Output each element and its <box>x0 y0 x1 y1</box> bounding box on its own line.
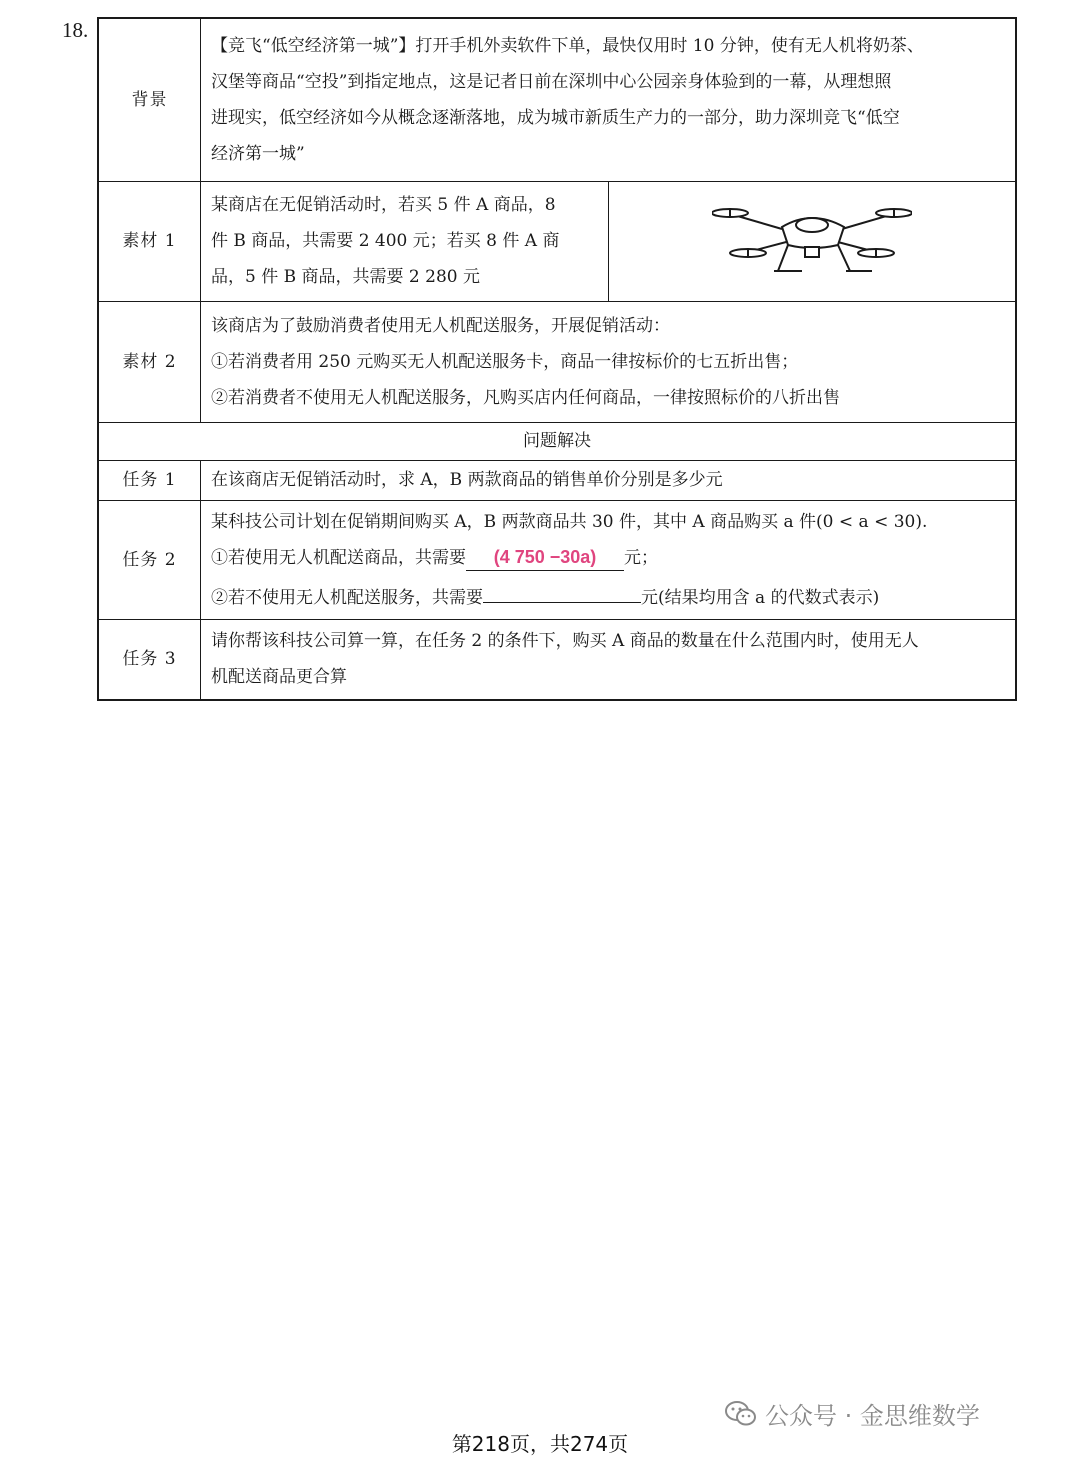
text-fragment: ①若使用无人机配送商品，共需要 <box>211 547 466 568</box>
text-line: 进现实，低空经济如今从概念逐渐落地，成为城市新质生产力的一部分，助力深圳竞飞“低空 <box>211 107 900 128</box>
text-line: 汉堡等商品“空投”到指定地点，这是记者日前在深圳中心公园亲身体验到的一幕，从理想照 <box>211 71 892 92</box>
material-1-row <box>98 181 1016 301</box>
question-table <box>97 17 1017 701</box>
text-line: ①若消费者用 250 元购买无人机配送服务卡，商品一律按标价的七五折出售； <box>211 351 799 372</box>
row-content <box>201 301 1017 422</box>
material-2-row <box>98 301 1016 422</box>
answer-blank-filled: (4 750 −30a) <box>466 544 624 571</box>
watermark <box>725 1396 980 1431</box>
text-line <box>211 576 1007 616</box>
text-fragment: 元； <box>624 547 658 568</box>
row-content <box>201 181 609 301</box>
background-row <box>98 18 1016 181</box>
text-line: 在该商店无促销活动时，求 A，B 两款商品的销售单价分别是多少元 <box>211 470 723 490</box>
row-content <box>201 460 1017 500</box>
text-line: ②若消费者不使用无人机配送服务，凡购买店内任何商品，一律按照标价的八折出售 <box>211 387 840 408</box>
watermark-text: 公众号 · 金思维数学 <box>765 1402 980 1430</box>
text-fragment: ②若不使用无人机配送服务，共需要 <box>211 587 483 608</box>
drone-image-cell <box>608 181 1016 301</box>
task-2-row <box>98 500 1016 619</box>
section-title: 问题解决 <box>98 422 1016 460</box>
row-content <box>201 619 1017 700</box>
task-1-row <box>98 460 1016 500</box>
text-line: 品，5 件 B 商品，共需要 2 280 元 <box>211 267 480 287</box>
text-line <box>211 540 1007 576</box>
row-label: 任务 3 <box>98 619 201 700</box>
text-line: 某商店在无促销活动时，若买 5 件 A 商品，8 <box>211 195 556 215</box>
row-content <box>201 18 1017 181</box>
answer-blank-empty[interactable] <box>483 576 641 603</box>
task-3-row <box>98 619 1016 700</box>
row-content <box>201 500 1017 619</box>
wechat-icon <box>725 1400 757 1428</box>
section-title-row <box>98 422 1016 460</box>
text-line: 机配送商品更合算 <box>211 667 347 688</box>
page-number: 第218页，共274页 <box>451 1432 629 1456</box>
question-number: 18. <box>62 18 89 42</box>
row-label: 任务 1 <box>98 460 201 500</box>
row-label: 任务 2 <box>98 500 201 619</box>
text-line: 某科技公司计划在促销期间购买 A，B 两款商品共 30 件，其中 A 商品购买 a 件(0 < a < 30). <box>211 511 928 532</box>
row-label: 素材 2 <box>98 301 201 422</box>
text-fragment: 元(结果均用含 a 的代数式表示) <box>641 587 880 608</box>
drone-illustration <box>712 187 912 283</box>
row-label: 素材 1 <box>98 181 201 301</box>
text-line: 请你帮该科技公司算一算，在任务 2 的条件下，购买 A 商品的数量在什么范围内时，使用无人 <box>211 631 919 652</box>
text-line: 件 B 商品，共需要 2 400 元；若买 8 件 A 商 <box>211 231 560 251</box>
text-line: 【竞飞“低空经济第一城”】打开手机外卖软件下单，最快仅用时 10 分钟，使有无人机将奶茶、 <box>211 35 924 56</box>
row-label: 背景 <box>98 18 201 181</box>
text-line: 该商店为了鼓励消费者使用无人机配送服务，开展促销活动： <box>211 315 670 336</box>
text-line: 经济第一城” <box>211 143 305 164</box>
